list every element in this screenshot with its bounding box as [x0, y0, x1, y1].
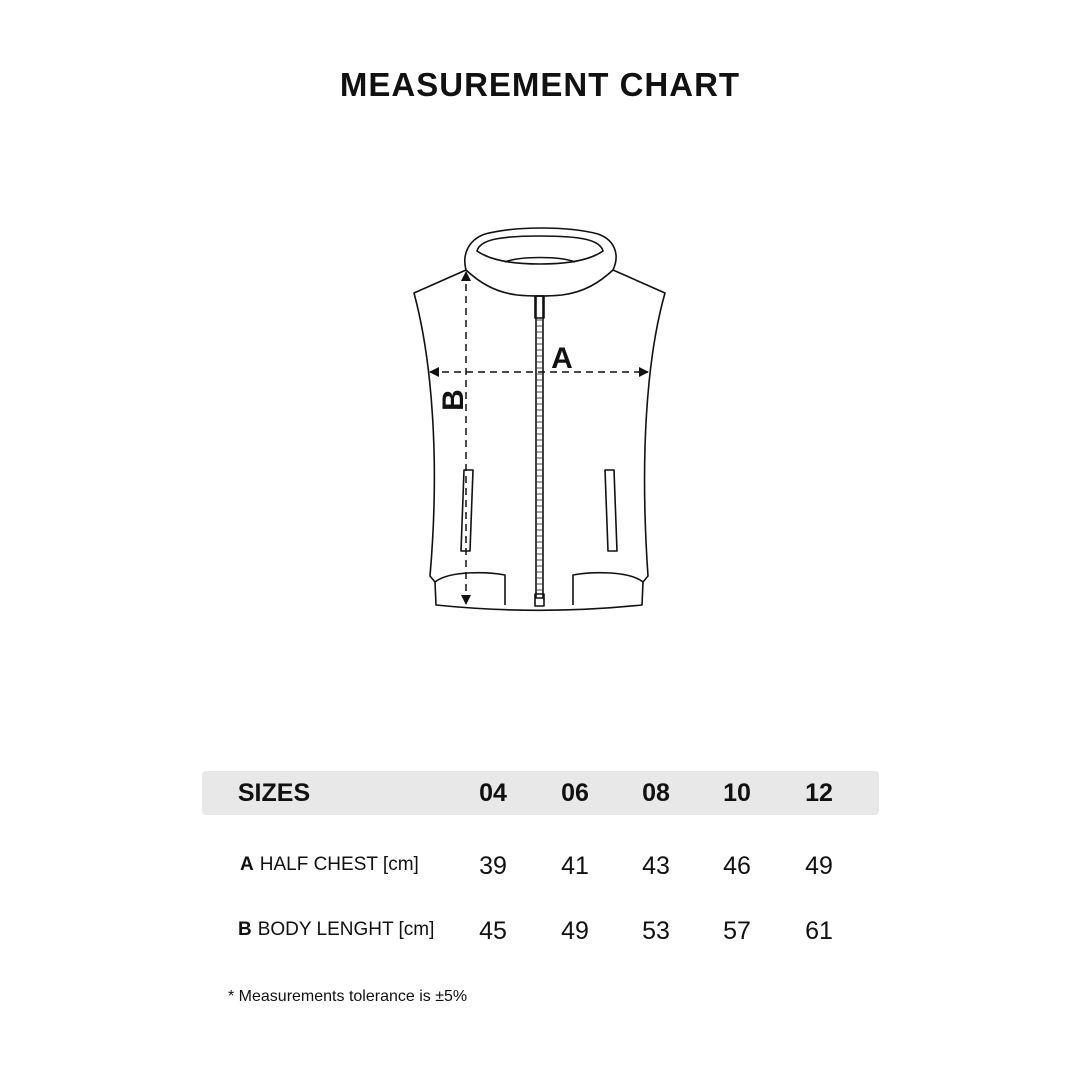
tolerance-footnote: * Measurements tolerance is ±5% — [228, 988, 468, 1005]
right-pocket — [605, 470, 617, 551]
label-a: A — [551, 342, 573, 375]
size-06: 06 — [561, 779, 589, 807]
row-label-half-chest — [240, 854, 419, 876]
hem-rib — [435, 573, 505, 605]
size-04: 04 — [479, 779, 507, 807]
row-key: A — [240, 854, 254, 875]
row-label-text: BODY LENGHT [cm] — [257, 919, 435, 940]
table-cell: 53 — [642, 917, 670, 945]
hood-outer — [465, 228, 616, 296]
zipper-teeth — [537, 320, 542, 590]
size-10: 10 — [723, 779, 751, 807]
left-pocket — [461, 470, 473, 551]
table-cell: 39 — [479, 852, 507, 880]
table-cell: 49 — [805, 852, 833, 880]
label-b: B — [437, 389, 470, 411]
row-label-text: HALF CHEST [cm] — [259, 854, 419, 875]
hood-inner — [477, 236, 603, 264]
table-cell: 45 — [479, 917, 507, 945]
row-label-body-length — [238, 919, 434, 941]
size-header-label: SIZES — [237, 779, 311, 807]
table-cell: 43 — [642, 852, 670, 880]
hood-fold — [505, 258, 575, 263]
vest-outline — [414, 228, 665, 610]
size-08: 08 — [642, 779, 670, 807]
table-cell: 61 — [805, 917, 833, 945]
table-cell: 41 — [561, 852, 589, 880]
page-title: MEASUREMENT CHART — [339, 66, 741, 103]
table-cell: 57 — [723, 917, 751, 945]
table-cell: 49 — [561, 917, 589, 945]
zipper-tape — [536, 296, 543, 598]
hem-rib-right — [573, 573, 643, 605]
size-12: 12 — [805, 779, 833, 807]
row-key: B — [238, 919, 252, 940]
table-cell: 46 — [723, 852, 751, 880]
